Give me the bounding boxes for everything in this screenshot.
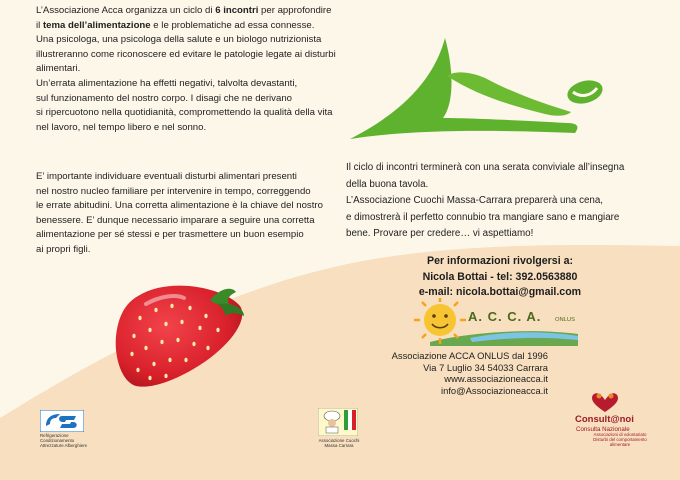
cuochi-label: Associazione Cuochi Massa Carrara bbox=[318, 438, 360, 449]
cuochi-logo-icon bbox=[318, 408, 358, 436]
association-name: Associazione ACCA ONLUS dal 1996 bbox=[391, 350, 548, 361]
contact-heading: Per informazioni rivolgersi a: bbox=[427, 255, 573, 267]
prevention-paragraph: E’ importante individuare eventuali disturbi alimentari presenti nel nostro nucleo familiare per intervenire in tempo, correggendo le errate abitudini. Una corretta alimentazione è la chiave del nostro benessere. E’ dunque necessario imparare a seguire una corretta alimentazione per sé stessi e per trasmettere un buon esempio ai propri figli. bbox=[36, 171, 323, 255]
association-address: Via 7 Luglio 34 54033 Carrara bbox=[423, 361, 548, 373]
consulta-name: Consult@noi bbox=[575, 414, 634, 425]
contact-block bbox=[380, 254, 620, 301]
acca-logo-suffix: ONLUS bbox=[555, 317, 575, 323]
abstract-figure-icon bbox=[345, 32, 635, 144]
refrigeration-label: Refrigerazione Condizionamento Attrezzature Alberghiere bbox=[40, 433, 88, 449]
association-info bbox=[384, 350, 548, 396]
acca-logo-text: A. C. C. A. bbox=[468, 309, 542, 324]
association-email[interactable]: info@Associazioneacca.it bbox=[441, 384, 548, 396]
contact-person: Nicola Bottai - tel: 392.0563880 bbox=[422, 270, 578, 283]
contact-email[interactable]: e-mail: nicola.bottai@gmail.com bbox=[418, 286, 582, 299]
consulta-description: Associazioni di volontariato Disturbi del comportamento alimentare bbox=[593, 432, 647, 447]
intro-paragraph: L’Associazione Acca organizza un ciclo di 6 incontri per approfondire il tema dell’alimentazione e le problematiche ad essa connesse. Una psicologa, una psicologa della salute e un biologo nutrizionista illustreranno come riconoscere ed evitare le patologie legate ai disturbi alimentari. Un’errata alimentazione ha effetti negativi, talvolta devastanti, sul funzionamento del nostro corpo. I disagi che ne derivano si ripercuotono nella quotidianità, compromettendo la qualità della vita nel lavoro, nel tempo libero e nel sonno. bbox=[36, 5, 336, 133]
strawberry-icon bbox=[110, 278, 250, 394]
consulta-subtitle: Consulta Nazionale bbox=[576, 426, 630, 433]
refrigeration-logo-icon bbox=[40, 410, 84, 432]
dinner-paragraph: Il ciclo di incontri terminerà con una serata conviviale all’insegna della buona tavola. L’Associazione Cuochi Massa-Carrara preparerà una cena, e dimostrerà il perfetto connubio tra mangiare sano e mangiare bene. Provare per credere… vi aspettiamo! bbox=[346, 162, 625, 240]
association-website[interactable]: www.associazioneacca.it bbox=[444, 373, 548, 385]
consulta-heart-icon bbox=[590, 392, 620, 414]
